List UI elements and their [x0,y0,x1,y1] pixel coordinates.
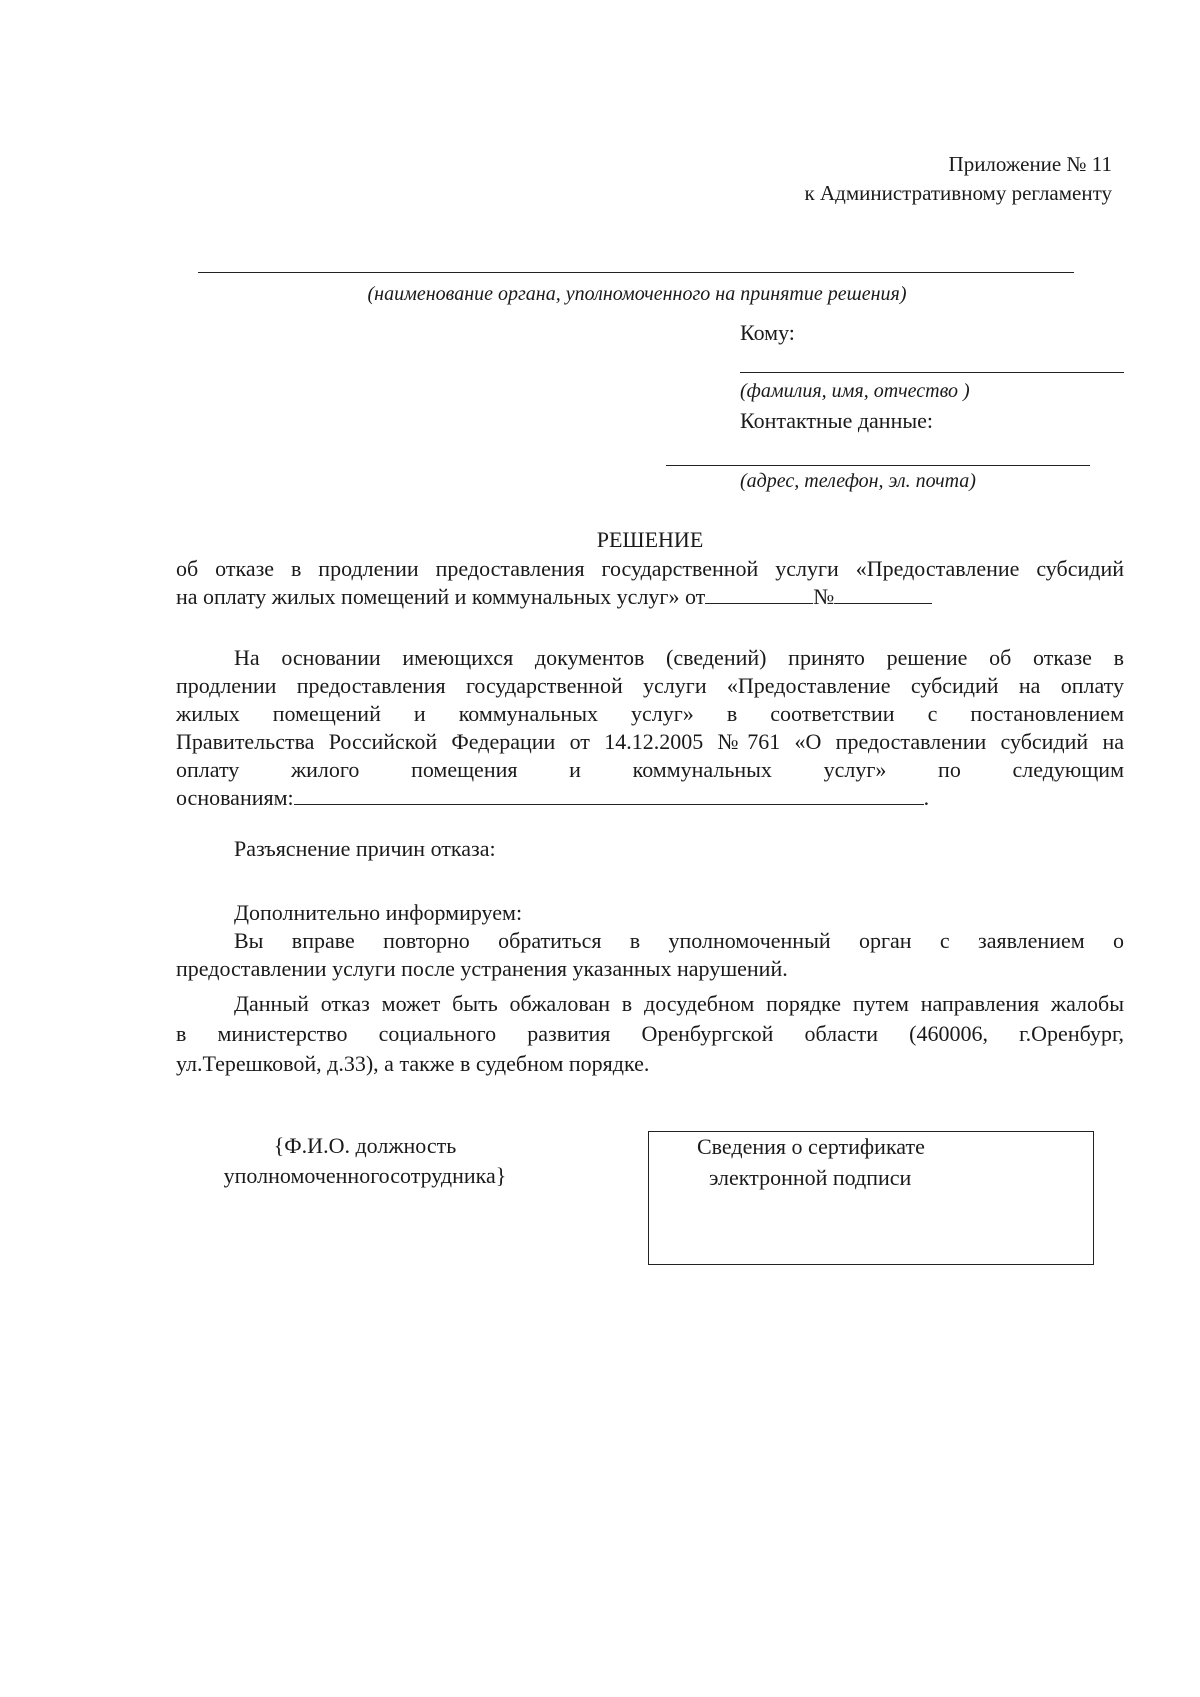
p1-line6 [176,785,929,811]
p2-line2: предоставлении услуги после устранения указанных нарушений. [176,956,788,981]
authority-name-line[interactable] [198,272,1074,273]
grounds-period: . [923,785,930,810]
decision-subtitle-line2 [176,584,932,610]
p1-line4: Правительства Российской Федерации от 14.12.2005 №761 «О предоставлении субсидий на [176,729,1124,754]
p1-line1: На основании имеющихся документов (сведений) принято решение об отказе в [234,645,1124,670]
recipient-name-line[interactable] [740,372,1124,373]
appendix-number: Приложение № 11 [948,152,1112,176]
p1-line5: оплату жилого помещения и коммунальных услуг» по следующим [176,757,1124,782]
p1-line3: жилых помещений и коммунальных услуг» в соответствии с постановлением [176,701,1124,726]
certificate-line1: Сведения о сертификате [697,1134,925,1159]
official-line1: {Ф.И.О. должность [273,1133,457,1158]
decision-title: РЕШЕНИЕ [596,527,704,552]
grounds-label: основаниям: [176,785,294,810]
p1-line2: продлении предоставления государственной услуги «Предоставление субсидий на оплату [176,673,1124,698]
decision-subtitle-line1: об отказе в продлении предоставления государственной услуги «Предоставление субсидий [176,556,1124,581]
decision-date-field[interactable] [705,585,813,604]
decision-subtitle-text: на оплату жилых помещений и коммунальных услуг» от [176,584,706,609]
certificate-line2: электронной подписи [709,1165,912,1190]
decision-number-field[interactable] [834,585,932,604]
contacts-caption: (адрес, телефон, эл. почта) [740,470,976,492]
p3-line3: ул.Терешковой, д.33), а также в судебном порядке. [176,1051,650,1076]
fio-caption: (фамилия, имя, отчество ) [740,380,970,402]
decision-number-sign: № [813,584,835,609]
authority-caption: (наименование органа, уполномоченного на принятие решения) [367,283,907,305]
grounds-field[interactable] [294,786,924,805]
appendix-regulation: к Административному регламенту [804,181,1112,205]
p3-line2: в министерство социального развития Оренбургской области (460006, г.Оренбург, [176,1021,1124,1046]
recipient-label: Кому: [740,320,795,345]
signature-certificate-box [648,1131,1094,1265]
reasons-label: Разъяснение причин отказа: [234,836,496,861]
additional-label: Дополнительно информируем: [234,900,523,925]
contacts-line[interactable] [666,465,1090,466]
official-line2: уполномоченногосотрудника} [223,1163,507,1188]
p3-line1: Данный отказ может быть обжалован в досудебном порядке путем направления жалобы [234,991,1124,1016]
contacts-label: Контактные данные: [740,408,933,433]
p2-line1: Вы вправе повторно обратиться в уполномоченный орган с заявлением о [234,928,1124,953]
